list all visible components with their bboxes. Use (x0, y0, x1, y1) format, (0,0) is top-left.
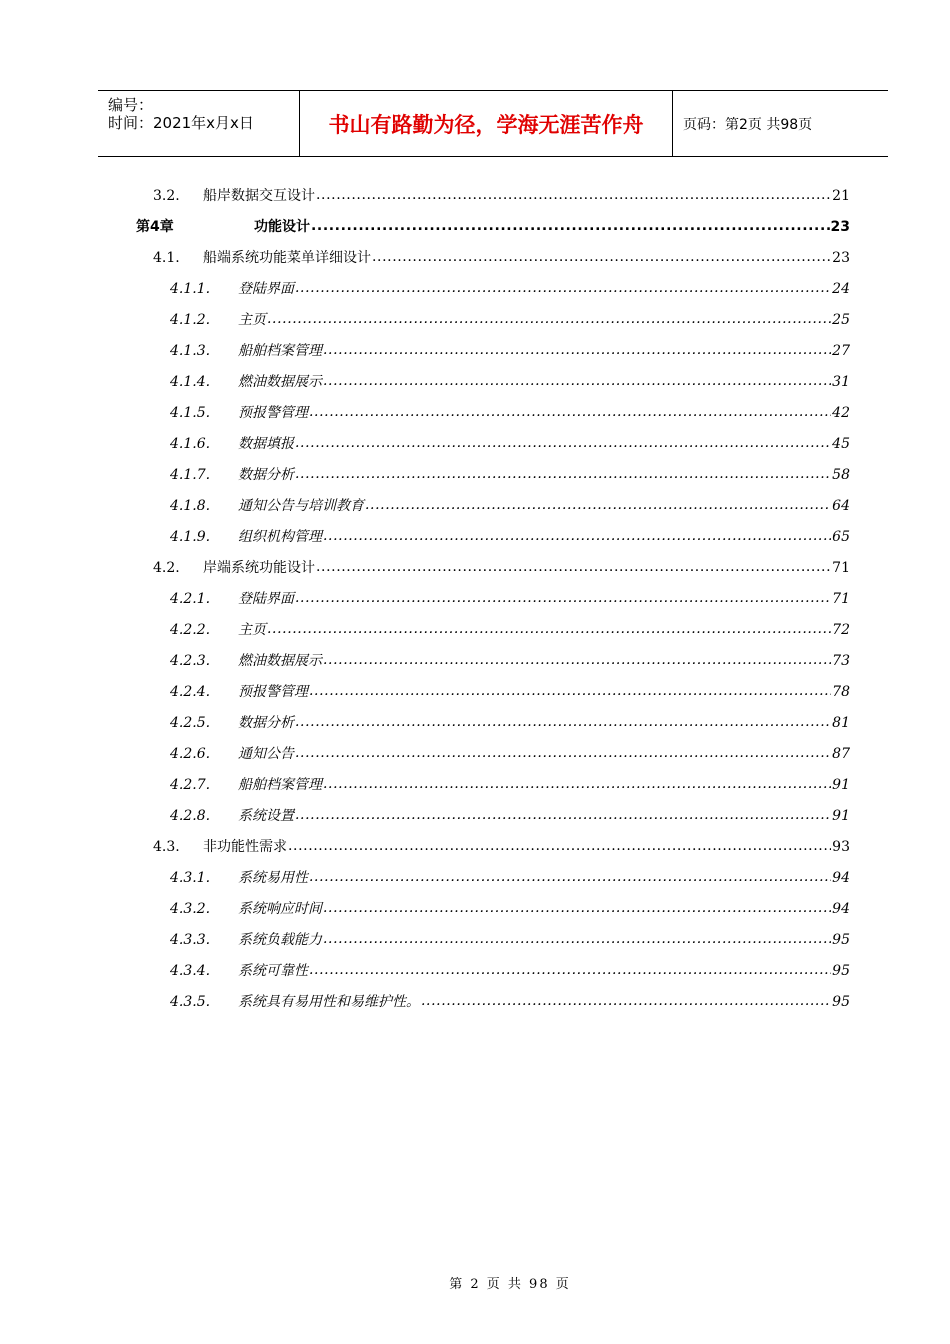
toc-entry-title: 岸端系统功能设计 (203, 560, 315, 576)
toc-leader-dots (323, 371, 831, 391)
toc-entry-title: 船岸数据交互设计 (203, 188, 315, 204)
toc-leader-dots (421, 991, 831, 1011)
toc-leader-dots (316, 557, 831, 577)
toc-entry[interactable] (170, 899, 850, 919)
toc-entry-number: 4.1.2. (170, 312, 211, 328)
toc-entry-number: 4.1. (153, 250, 180, 266)
toc-entry[interactable] (170, 992, 850, 1012)
toc-entry-page: 24 (832, 281, 850, 297)
toc-leader-dots (309, 681, 831, 701)
toc-entry[interactable] (170, 341, 850, 361)
toc-entry[interactable] (170, 279, 850, 299)
toc-entry[interactable] (170, 372, 850, 392)
toc-entry[interactable] (170, 651, 850, 671)
toc-entry-title: 组织机构管理 (238, 529, 322, 545)
toc-entry-number: 4.1.1. (170, 281, 211, 297)
header-page-label: 页码：第2页 共98页 (683, 116, 813, 133)
toc-entry[interactable] (170, 434, 850, 454)
toc-entry[interactable] (170, 589, 850, 609)
toc-entry-page: 64 (832, 498, 850, 514)
toc-entry-page: 58 (832, 467, 850, 483)
toc-entry-title: 登陆界面 (238, 591, 294, 607)
toc-entry[interactable] (170, 713, 850, 733)
toc-entry-page: 45 (832, 436, 850, 452)
page-header (98, 90, 888, 157)
toc-entry-page: 94 (832, 901, 850, 917)
toc-entry-page: 42 (832, 405, 850, 421)
toc-leader-dots (323, 929, 831, 949)
header-motto-cell (300, 91, 673, 156)
toc-entry-page: 81 (832, 715, 850, 731)
toc-entry-number: 4.3.2. (170, 901, 211, 917)
toc-entry-number: 4.2.8. (170, 808, 211, 824)
toc-leader-dots (316, 185, 831, 205)
header-page-cell (673, 91, 888, 156)
toc-entry-number: 4.1.5. (170, 405, 211, 421)
page-footer: 第 2 页 共 98 页 (449, 1277, 571, 1292)
toc-leader-dots (267, 619, 831, 639)
toc-leader-dots (267, 309, 831, 329)
toc-entry-number: 3.2. (153, 188, 180, 204)
toc-entry-number: 4.1.4. (170, 374, 211, 390)
toc-entry-number: 4.1.8. (170, 498, 211, 514)
toc-entry[interactable] (170, 310, 850, 330)
header-left-cell (98, 91, 300, 156)
toc-entry-number: 4.2. (153, 560, 180, 576)
toc-entry-title: 燃油数据展示 (238, 374, 322, 390)
toc-entry-title: 数据分析 (238, 715, 294, 731)
toc-entry-number: 4.2.3. (170, 653, 211, 669)
toc-entry-page: 94 (832, 870, 850, 886)
toc-entry-title: 数据分析 (238, 467, 294, 483)
toc-entry-number: 4.2.2. (170, 622, 211, 638)
toc-entry-page: 71 (832, 560, 850, 576)
toc-entry-title: 通知公告 (238, 746, 294, 762)
toc-entry[interactable] (170, 775, 850, 795)
toc-entry-number: 4.1.7. (170, 467, 211, 483)
toc-entry-page: 95 (832, 932, 850, 948)
toc-entry-title: 主页 (238, 312, 266, 328)
toc-leader-dots (372, 247, 831, 267)
toc-entry-page: 72 (832, 622, 850, 638)
toc-entry-title: 系统易用性 (238, 870, 308, 886)
toc-entry[interactable] (170, 496, 850, 516)
toc-leader-dots (323, 898, 831, 918)
toc-entry-title: 预报警管理 (238, 405, 308, 421)
toc-leader-dots (295, 433, 831, 453)
toc-leader-dots (323, 774, 831, 794)
toc-entry-page: 27 (832, 343, 850, 359)
toc-entry-number: 4.1.6. (170, 436, 211, 452)
header-motto: 书山有路勤为径，学海无涯苦作舟 (328, 111, 644, 137)
toc-entry-number: 4.2.7. (170, 777, 211, 793)
toc-entry-title: 登陆界面 (238, 281, 294, 297)
toc-leader-dots (295, 278, 831, 298)
toc-entry-page: 25 (832, 312, 850, 328)
toc-entry-title: 非功能性需求 (203, 839, 287, 855)
toc-entry-number: 第4章 (136, 219, 174, 235)
toc-entry-page: 23 (832, 250, 850, 266)
toc-entry-page: 73 (832, 653, 850, 669)
toc-entry-number: 4.3.5. (170, 994, 211, 1010)
toc-entry-title: 预报警管理 (238, 684, 308, 700)
toc-entry-page: 95 (832, 963, 850, 979)
toc-entry-number: 4.3.4. (170, 963, 211, 979)
toc-entry[interactable] (170, 527, 850, 547)
toc-entry-number: 4.2.5. (170, 715, 211, 731)
toc-entry[interactable] (170, 620, 850, 640)
toc-entry-number: 4.3.3. (170, 932, 211, 948)
toc-entry[interactable] (153, 248, 850, 268)
toc-leader-dots (311, 216, 830, 236)
toc-leader-dots (295, 743, 831, 763)
toc-entry-title: 主页 (238, 622, 266, 638)
toc-entry-page: 91 (832, 808, 850, 824)
toc-entry-number: 4.2.1. (170, 591, 211, 607)
toc-entry[interactable] (170, 682, 850, 702)
toc-entry[interactable] (153, 837, 850, 857)
toc-entry[interactable] (170, 806, 850, 826)
toc-entry-page: 95 (832, 994, 850, 1010)
toc-entry-title: 功能设计 (254, 219, 310, 235)
toc-entry-page: 31 (832, 374, 850, 390)
toc-entry-title: 系统响应时间 (238, 901, 322, 917)
toc-entry-title: 通知公告与培训教育 (238, 498, 364, 514)
toc-entry-page: 23 (830, 219, 850, 235)
toc-entry-number: 4.1.9. (170, 529, 211, 545)
toc-leader-dots (295, 588, 831, 608)
toc-entry-title: 船舶档案管理 (238, 343, 322, 359)
toc-entry-page: 21 (832, 188, 850, 204)
toc-entry-number: 4.2.4. (170, 684, 211, 700)
toc-entry[interactable] (136, 217, 850, 237)
toc-entry[interactable] (170, 403, 850, 423)
toc-leader-dots (309, 402, 831, 422)
toc-entry-page: 65 (832, 529, 850, 545)
toc-entry-title: 船舶档案管理 (238, 777, 322, 793)
toc-entry-page: 91 (832, 777, 850, 793)
toc-entry-number: 4.1.3. (170, 343, 211, 359)
toc-entry-title: 系统可靠性 (238, 963, 308, 979)
toc-entry-page: 78 (832, 684, 850, 700)
toc-entry[interactable] (170, 930, 850, 950)
toc-leader-dots (295, 805, 831, 825)
toc-leader-dots (365, 495, 831, 515)
toc-entry[interactable] (153, 558, 850, 578)
toc-leader-dots (309, 960, 831, 980)
toc-leader-dots (288, 836, 831, 856)
toc-entry-title: 系统负载能力 (238, 932, 322, 948)
toc-entry[interactable] (170, 744, 850, 764)
toc-leader-dots (295, 464, 831, 484)
document-number-label: 编号： (108, 96, 154, 114)
toc-leader-dots (295, 712, 831, 732)
toc-entry-number: 4.3.1. (170, 870, 211, 886)
toc-leader-dots (323, 526, 831, 546)
toc-entry-page: 93 (832, 839, 850, 855)
toc-entry-number: 4.2.6. (170, 746, 211, 762)
toc-entry-title: 数据填报 (238, 436, 294, 452)
toc-leader-dots (309, 867, 831, 887)
toc-entry-title: 燃油数据展示 (238, 653, 322, 669)
toc-entry[interactable] (170, 961, 850, 981)
toc-entry-number: 4.3. (153, 839, 180, 855)
toc-entry-title: 系统设置 (238, 808, 294, 824)
toc-entry[interactable] (170, 868, 850, 888)
toc-entry-title: 系统具有易用性和易维护性。 (238, 994, 420, 1010)
toc-entry[interactable] (170, 465, 850, 485)
toc-entry-page: 71 (832, 591, 850, 607)
document-time-label: 时间：2021年x月x日 (108, 114, 254, 132)
toc-entry-title: 船端系统功能菜单详细设计 (203, 250, 371, 266)
toc-entry-page: 87 (832, 746, 850, 762)
toc-entry[interactable] (153, 186, 850, 206)
toc-leader-dots (323, 650, 831, 670)
toc-leader-dots (323, 340, 831, 360)
